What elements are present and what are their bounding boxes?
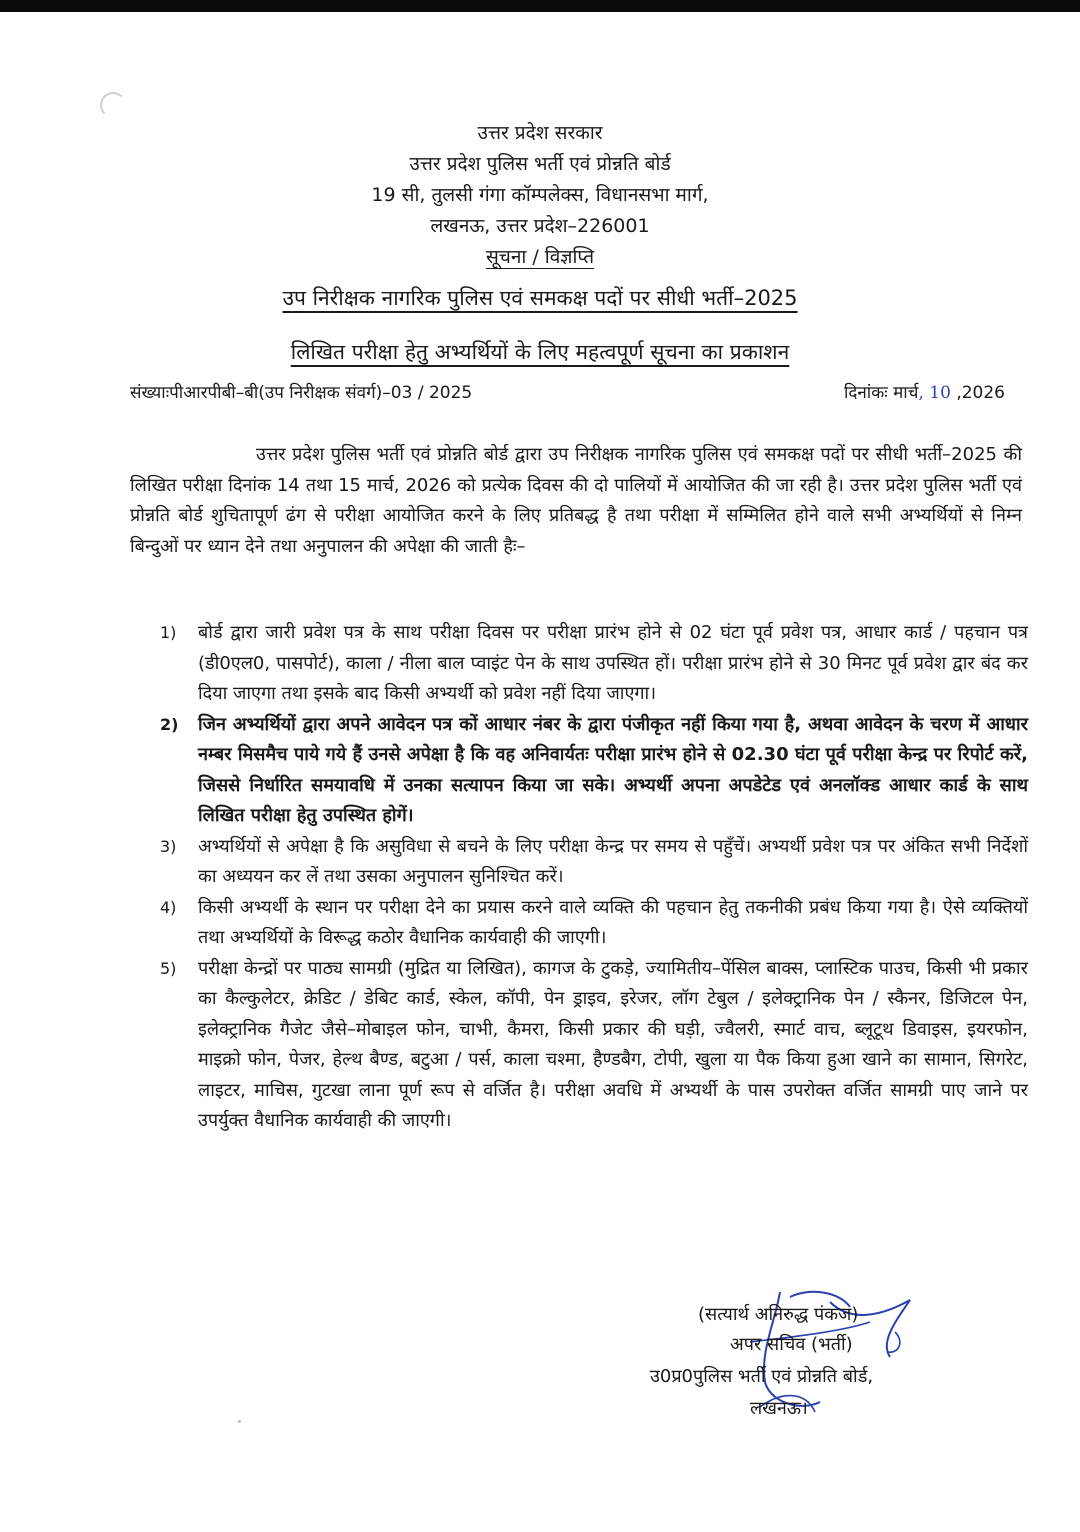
instruction-item <box>160 954 1028 1137</box>
item-number: 5) <box>160 958 177 978</box>
govt-name: उत्तर प्रदेश सरकार <box>477 122 603 144</box>
signatory-name: (सत्यार्थ अनिरुद्ध पंकज) <box>698 1304 859 1325</box>
letterhead <box>0 118 1080 273</box>
item-text: अभ्यर्थियों से अपेक्षा है कि असुविधा से बचने के लिए परीक्षा केन्द्र पर समय से पहुँचें। अभ्यर्थी प्रवेश पत्र पर अंकित सभी निर्देशों का अध्ययन कर लें तथा उसका अनुपालन सुनिश्चित करें। <box>198 835 1028 887</box>
instruction-item <box>160 893 1028 954</box>
reference-date <box>844 380 1005 403</box>
item-number: 3) <box>160 836 177 856</box>
item-text: जिन अभ्यर्थियों द्वारा अपने आवेदन पत्र कों आधार नंबर के द्वारा पंजीकृत नहीं किया गया है, अथवा आवेदन के चरण में आधार नम्बर मिसमैच पाये गये हैं उनसे अपेक्षा है कि वह अनिवार्यतः परीक्षा प्रारंभ होने से 02.30 घंटा पूर्व परीक्षा केन्द्र पर रिपोर्ट करें, जिससे निर्धारित समयावधि में उनका सत्यापन किया जा सके। अभ्यर्थी अपना अपडेटेड एवं अनलॉक्ड आधार कार्ड के साथ लिखित परीक्षा हेतु उपस्थित होगें। <box>198 713 1028 826</box>
item-number: 1) <box>160 623 177 642</box>
subject-title: उप निरीक्षक नागरिक पुलिस एवं समकक्ष पदों पर सीधी भर्ती–2025 <box>282 286 798 310</box>
punch-hole-mark <box>100 92 126 118</box>
item-number: 2) <box>160 714 179 734</box>
subject-subtitle: लिखित परीक्षा हेतु अभ्यर्थियों के लिए महत्वपूर्ण सूचना का प्रकाशन <box>290 340 790 364</box>
item-text: परीक्षा केन्द्रों पर पाठ्य सामग्री (मुद्रित या लिखित), कागज के टुकड़े, ज्यामितीय–पेंसिल बाक्स, प्लास्टिक पाउच, किसी भी प्रकार का कैल्कुलेटर, क्रेडिट / डेबिट कार्ड, स्केल, कॉपी, पेन ड्राइव, इरेजर, लॉग टेबुल / इलेक्ट्रानिक पेन / स्कैनर, डिजिटल पेन, इलेक्ट्रानिक गैजेट जैसे–मोबाइल फोन, चाभी, कैमरा, किसी प्रकार की घड़ी, ज्वैलरी, स्मार्ट वाच, ब्लूटूथ डिवाइस, इयरफोन, माइक्रो फोन, पेजर, हेल्थ बैण्ड, बटुआ / पर्स, काला चश्मा, हैण्डबैग, टोपी, खुला या पैक किया हुआ खाने का सामान, सिगरेट, लाइटर, माचिस, गुटखा लाना पूर्ण रूप से वर्जित है। परीक्षा अवधि में अभ्यर्थी के पास उपरोक्त वर्जित सामग्री पाए जाने पर उपर्युक्त वैधानिक कार्यवाही की जाएगी। <box>198 957 1028 1131</box>
instruction-item <box>160 832 1028 893</box>
date-prefix: दिनांकः मार्च <box>843 383 919 403</box>
address-line: 19 सी, तुलसी गंगा कॉम्पलेक्स, विधानसभा मार्ग, <box>371 184 709 206</box>
instruction-item <box>160 618 1028 710</box>
date-suffix: ,2026 <box>950 383 1005 403</box>
board-name: उत्तर प्रदेश पुलिस भर्ती एवं प्रोन्नति बोर्ड <box>409 153 671 175</box>
intro-paragraph: उत्तर प्रदेश पुलिस भर्ती एवं प्रोन्नति बोर्ड द्वारा उप निरीक्षक नागरिक पुलिस एवं समकक्ष पदों पर सीधी भर्ती–2025 की लिखित परीक्षा दिनांक 14 तथा 15 मार्च, 2026 को प्रत्येक दिवस की दो पालियों में आयोजित की जा रही है। उत्तर प्रदेश पुलिस भर्ती एवं प्रोन्नति बोर्ड शुचितापूर्ण ढंग से परीक्षा आयोजित करने के लिए प्रतिबद्ध है तथा परीक्षा में सम्मिलित होने वाले सभी अभ्यर्थियों से निम्न बिन्दुओं पर ध्यान देने तथा अनुपालन की अपेक्षा की जाती हैः– <box>130 444 1022 557</box>
date-handwritten: , 10 <box>918 383 951 403</box>
reference-number: संख्याःपीआरपीबी–बी(उप निरीक्षक संवर्ग)–03 / 2025 <box>130 383 473 403</box>
item-number: 4) <box>160 897 177 917</box>
signatory-designation: अपर सचिव (भर्ती) <box>730 1334 853 1355</box>
stray-dot <box>238 1420 241 1423</box>
city-pincode: लखनऊ, उत्तर प्रदेश–226001 <box>430 215 650 237</box>
notice-label: सूचना / विज्ञप्ति <box>485 246 595 268</box>
signatory-city: लखनऊ। <box>750 1398 808 1419</box>
instruction-item <box>160 710 1028 832</box>
signatory-office: उ0प्र0पुलिस भर्ती एवं प्रोन्नति बोर्ड, <box>650 1366 874 1387</box>
top-edge-bar <box>0 0 1080 12</box>
instruction-list <box>160 618 1028 1137</box>
item-text: किसी अभ्यर्थी के स्थान पर परीक्षा देने का प्रयास करने वाले व्यक्ति की पहचान हेतु तकनीकी प्रबंध किया गया है। ऐसे व्यक्तियों तथा अभ्यर्थियों के विरूद्ध कठोर वैधानिक कार्यवाही की जाएगी। <box>198 896 1028 948</box>
item-text: बोर्ड द्वारा जारी प्रवेश पत्र के साथ परीक्षा दिवस पर परीक्षा प्रारंभ होने से 02 घंटा पूर्व प्रवेश पत्र, आधार कार्ड / पहचान पत्र (डी0एल0, पासपोर्ट), काला / नीला बाल प्वाइंट पेन के साथ उपस्थित हों। परीक्षा प्रारंभ होने से 30 मिनट पूर्व प्रवेश द्वार बंद कर दिया जाएगा तथा इसके बाद किसी अभ्यर्थी को प्रवेश नहीं दिया जाएगा। <box>198 622 1028 704</box>
